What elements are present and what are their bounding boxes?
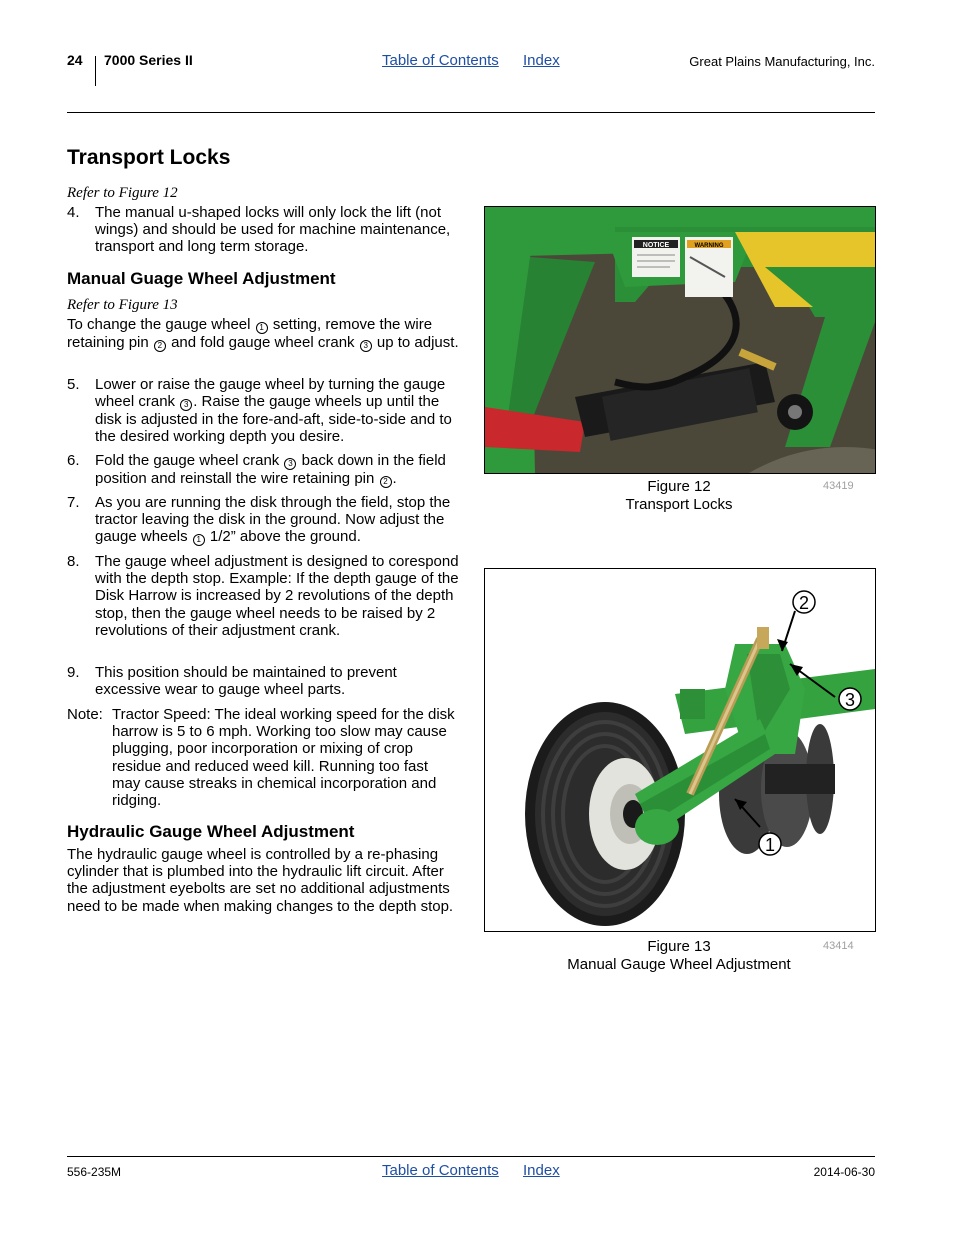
notice-decal: NOTICE bbox=[642, 242, 670, 249]
header-rule bbox=[67, 112, 875, 113]
callout-1-icon: 1 bbox=[193, 534, 205, 546]
note-text: Tractor Speed: The ideal working speed for the disk harrow is 5 to 6 mph. Working too slow may cause plugging, poor incorporation or mixing of crop residue and reduced weed kill. Running too fast may cause streaks in chemical incorporation and ridging. bbox=[112, 706, 455, 810]
intro-text: up to adjust. bbox=[376, 334, 459, 351]
list-item-6 bbox=[67, 452, 462, 488]
header-index-link[interactable]: Index bbox=[523, 52, 560, 69]
item-text bbox=[95, 494, 462, 546]
series-title: 7000 Series II bbox=[104, 52, 193, 68]
hydraulic-text: The hydraulic gauge wheel is controlled by a re-phasing cylinder that is plumbed into the hydraulic lift circuit. After the adjustment eyebolts are set no additional adjustments need to be made when making changes to the depth stop. bbox=[67, 846, 454, 915]
doc-number: 556-235M bbox=[67, 1165, 122, 1179]
list-item-8 bbox=[67, 553, 462, 639]
refer-figure-12: Refer to Figure 12 bbox=[67, 185, 178, 201]
figure-12-title: Transport Locks bbox=[625, 496, 733, 513]
manual-intro bbox=[67, 316, 459, 352]
callout-3-icon: 3 bbox=[180, 399, 192, 411]
item-text bbox=[95, 452, 462, 488]
item-text: The manual u-shaped locks will only lock the lift (not wings) and should be used for machine maintenance, transport and long term storage. bbox=[95, 204, 451, 256]
list-item-5 bbox=[67, 376, 462, 446]
item-text-part: Lower or raise the gauge wheel by turning the gauge wheel crank bbox=[95, 376, 446, 411]
figure-13-id: 43414 bbox=[823, 940, 854, 952]
item-text-part: back down in the field position and reinstall the wire retaining pin bbox=[95, 452, 446, 487]
section-title: Transport Locks bbox=[67, 146, 231, 169]
figure-12-id: 43419 bbox=[823, 480, 854, 492]
item-text bbox=[95, 376, 462, 446]
item-text-part: . Raise the gauge wheels up until the disk is adjusted in the fore-and-aft, side-to-side and to the desired working depth you desire. bbox=[95, 393, 452, 446]
transport-lock-photo bbox=[485, 207, 875, 473]
figure-13-image bbox=[484, 568, 876, 932]
page-number: 24 bbox=[67, 52, 83, 68]
intro-text: setting, remove the wire retaining pin bbox=[67, 316, 433, 351]
callout-3-icon: 3 bbox=[284, 458, 296, 470]
intro-text: and fold gauge wheel crank bbox=[171, 334, 355, 351]
hydraulic-adjustment-heading: Hydraulic Gauge Wheel Adjustment bbox=[67, 822, 355, 841]
footer-rule bbox=[67, 1156, 875, 1157]
item-number: 5. bbox=[67, 376, 80, 393]
footer-toc-link[interactable]: Table of Contents bbox=[382, 1162, 499, 1179]
callout-2-icon: 2 bbox=[380, 476, 392, 488]
footer-index-link[interactable]: Index bbox=[523, 1162, 560, 1179]
item-number: 6. bbox=[67, 452, 80, 469]
callout-3-icon: 3 bbox=[360, 340, 372, 352]
item-text: The gauge wheel adjustment is designed to corespond with the depth stop. Example: If the depth gauge of the Disk Harrow is increased by 2 revolutions of the depth stop, then the gauge wheel needs to be raised by 2 revolutions of their adjustment crank. bbox=[95, 553, 459, 639]
tractor-speed-note bbox=[67, 706, 459, 809]
figure-13-title: Manual Gauge Wheel Adjustment bbox=[567, 956, 791, 973]
manual-adjustment-heading: Manual Guage Wheel Adjustment bbox=[67, 269, 336, 288]
warning-decal: WARNING bbox=[694, 243, 724, 249]
figure-13-caption bbox=[484, 938, 874, 974]
item-text-part: As you are running the disk through the field, stop the tractor leaving the disk in the ground. Now adjust the gauge wheels bbox=[95, 494, 451, 546]
list-item-9 bbox=[67, 664, 462, 698]
item-number: 7. bbox=[67, 494, 80, 511]
figure-13-number: Figure 13 bbox=[647, 938, 711, 955]
list-item-7 bbox=[67, 494, 462, 546]
item-number: 9. bbox=[67, 664, 80, 681]
item-text-part: 1/2” above the ground. bbox=[209, 528, 361, 546]
company-name: Great Plains Manufacturing, Inc. bbox=[689, 54, 875, 69]
callout-2-icon: 2 bbox=[154, 340, 166, 352]
figure-12-caption bbox=[484, 478, 874, 514]
figure-12-number: Figure 12 bbox=[647, 478, 711, 495]
callout-1-label: 1 bbox=[764, 835, 776, 855]
gauge-wheel-photo bbox=[485, 569, 875, 931]
header-divider bbox=[95, 56, 96, 86]
callout-2-label: 2 bbox=[798, 593, 810, 613]
callout-1-icon: 1 bbox=[256, 322, 268, 334]
intro-text: To change the gauge wheel bbox=[67, 316, 251, 333]
item-text: This position should be maintained to prevent excessive wear to gauge wheel parts. bbox=[95, 664, 397, 699]
callout-3-label: 3 bbox=[844, 690, 856, 710]
header-toc-link[interactable]: Table of Contents bbox=[382, 52, 499, 69]
figure-12-image bbox=[484, 206, 876, 474]
item-number: 8. bbox=[67, 553, 80, 570]
item-text-part: Fold the gauge wheel crank bbox=[95, 452, 280, 469]
list-item-4 bbox=[67, 204, 462, 256]
item-number: 4. bbox=[67, 204, 80, 221]
refer-figure-13: Refer to Figure 13 bbox=[67, 297, 178, 313]
item-text-part: . bbox=[392, 470, 397, 487]
publish-date: 2014-06-30 bbox=[813, 1165, 875, 1179]
note-label: Note: bbox=[67, 706, 103, 723]
